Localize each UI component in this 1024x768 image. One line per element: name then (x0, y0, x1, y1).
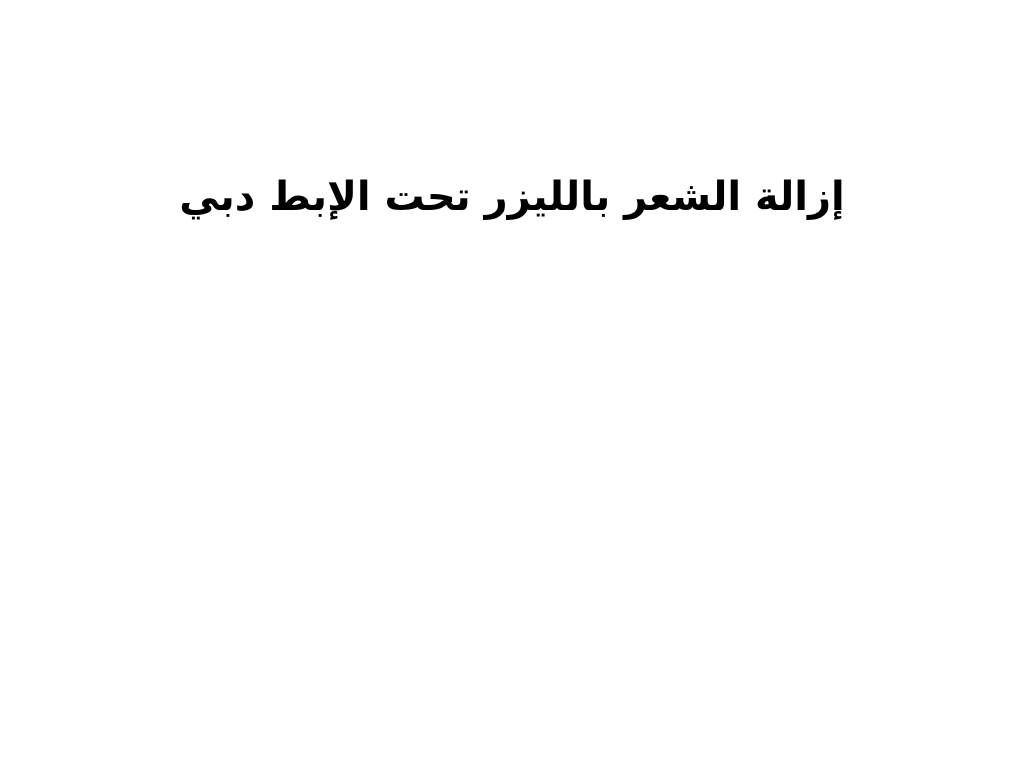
slide-title: إزالة الشعر بالليزر تحت الإبط دبي (179, 173, 845, 220)
